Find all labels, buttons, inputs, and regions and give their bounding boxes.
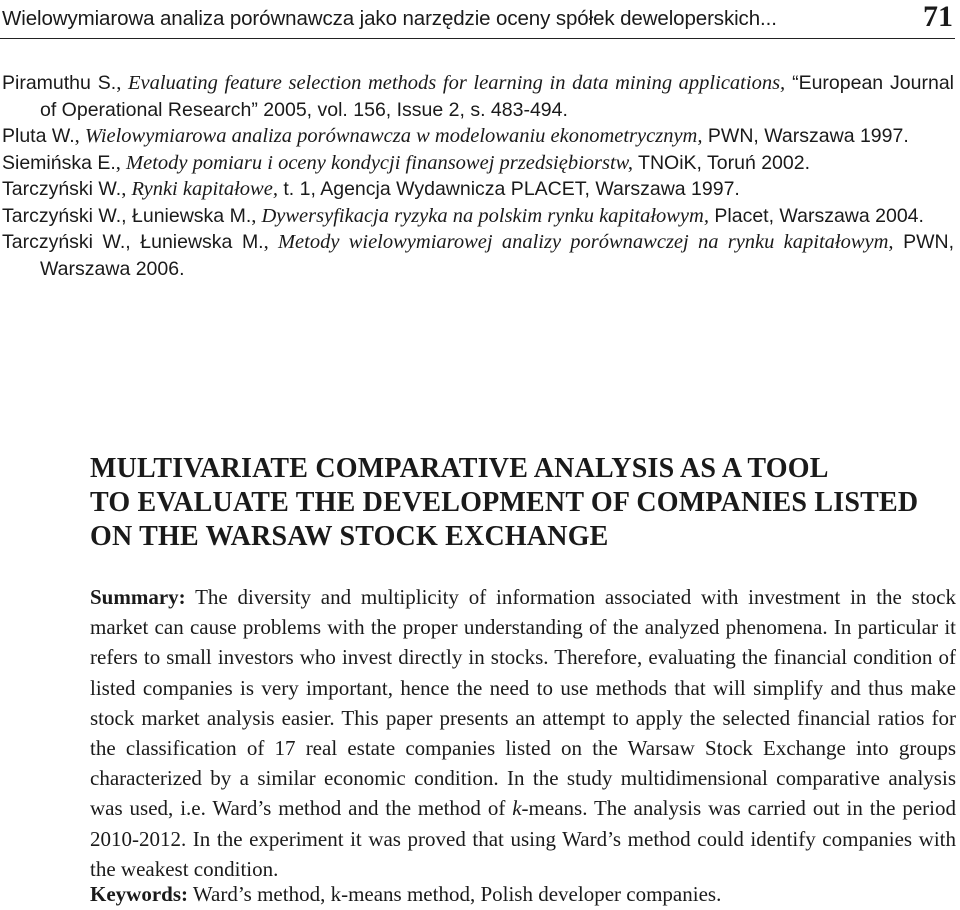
reference-title: Rynki kapitałowe, <box>131 178 278 200</box>
keywords-text: Ward’s method, k-means method, Polish developer companies. <box>188 882 722 906</box>
reference-details: Placet, Warszawa 2004. <box>708 204 924 227</box>
reference-author: Tarczyński W., Łuniewska M. <box>2 204 252 227</box>
page-header <box>0 0 955 39</box>
english-title-line: ON THE WARSAW STOCK EXCHANGE <box>90 521 609 552</box>
reference-details: t. 1, Agencja Wydawnicza PLACET, Warszawa 1997. <box>277 178 740 200</box>
reference-author: Piramuthu S. <box>2 72 117 94</box>
reference-title: Wielowymiarowa analiza porównawcza w modelowaniu ekonometrycznym, <box>84 125 703 147</box>
summary-text-continued: -means. The analysis was carried out in the period 2010-2012. In the experiment it was proved that using Ward’s method could identify companies with the weakest condition. <box>90 796 956 881</box>
page-number: 71 <box>923 0 953 33</box>
running-title: Wielowymiarowa analiza porównawcza jako narzędzie oceny spółek deweloperskich... <box>2 7 777 30</box>
keywords-label: Keywords: <box>90 882 188 906</box>
summary-text: The diversity and multiplicity of information associated with investment in the stock market can cause problems with the proper understanding of the analyzed phenomena. In particular it refers to small investors who invest directly in stocks. Therefore, evaluating the financial condition of listed companies is very important, hence the need to use methods that will simplify and thus make stock market analysis easier. This paper presents an attempt to apply the selected financial ratios for the classification of 17 real estate companies listed on the Warsaw Stock Exchange into groups characterized by a similar economic condition. In the study multidimensional comparative analysis was used, i.e. Ward’s method and the method of <box>90 585 956 821</box>
reference-author: Pluta W. <box>2 125 75 147</box>
reference-title: Evaluating feature selection methods for learning in data mining applications, <box>127 72 786 94</box>
summary-label: Summary: <box>90 585 186 609</box>
english-title-line: MULTIVARIATE COMPARATIVE ANALYSIS AS A TOOL <box>90 453 829 484</box>
english-title <box>90 452 950 554</box>
reference-entry: Tarczyński W., Rynki kapitałowe, t. 1, Agencja Wydawnicza PLACET, Warszawa 1997. <box>2 178 740 200</box>
references-list <box>2 70 954 282</box>
reference-details: PWN, Warszawa 2006. <box>40 231 954 280</box>
reference-author: Tarczyński W. <box>2 178 122 200</box>
reference-entry: Tarczyński W., Łuniewska M., Dywersyfikacja ryzyka na polskim rynku kapitałowym, Placet, Warszawa 2004. <box>2 204 924 227</box>
reference-author: Siemińska E. <box>2 151 116 174</box>
english-title-line: TO EVALUATE THE DEVELOPMENT OF COMPANIES LISTED <box>90 487 919 518</box>
reference-title: Metody wielowymiarowej analizy porównawczej na rynku kapitałowym, <box>277 231 894 253</box>
reference-details: PWN, Warszawa 1997. <box>702 125 909 147</box>
reference-author: Tarczyński W., Łuniewska M. <box>2 231 264 253</box>
reference-details: TNOiK, Toruń 2002. <box>632 151 811 174</box>
summary-paragraph <box>90 582 956 884</box>
reference-entry: Siemińska E., Metody pomiaru i oceny kondycji finansowej przedsiębiorstw, TNOiK, Toruń 2002. <box>2 151 811 174</box>
reference-entry: Tarczyński W., Łuniewska M., Metody wielowymiarowej analizy porównawczej na rynku kapitałowym, PWN, Warszawa 2006. <box>2 231 954 280</box>
keywords-paragraph <box>90 880 956 908</box>
reference-title: Dywersyfikacja ryzyka na polskim rynku kapitałowym, <box>261 204 709 227</box>
reference-details: “European Journal of Operational Research” 2005, vol. 156, Issue 2, s. 483-494. <box>40 72 955 121</box>
reference-entry: Piramuthu S., Evaluating feature selection methods for learning in data mining applications, “European Journal of Operational Research” 2005, vol. 156, Issue 2, s. 483-494. <box>2 72 955 121</box>
summary-k-variable: k <box>512 796 522 821</box>
reference-title: Metody pomiaru i oceny kondycji finansowej przedsiębiorstw, <box>126 151 633 174</box>
reference-entry: Pluta W., Wielowymiarowa analiza porównawcza w modelowaniu ekonometrycznym, PWN, Warszawa 1997. <box>2 125 909 147</box>
